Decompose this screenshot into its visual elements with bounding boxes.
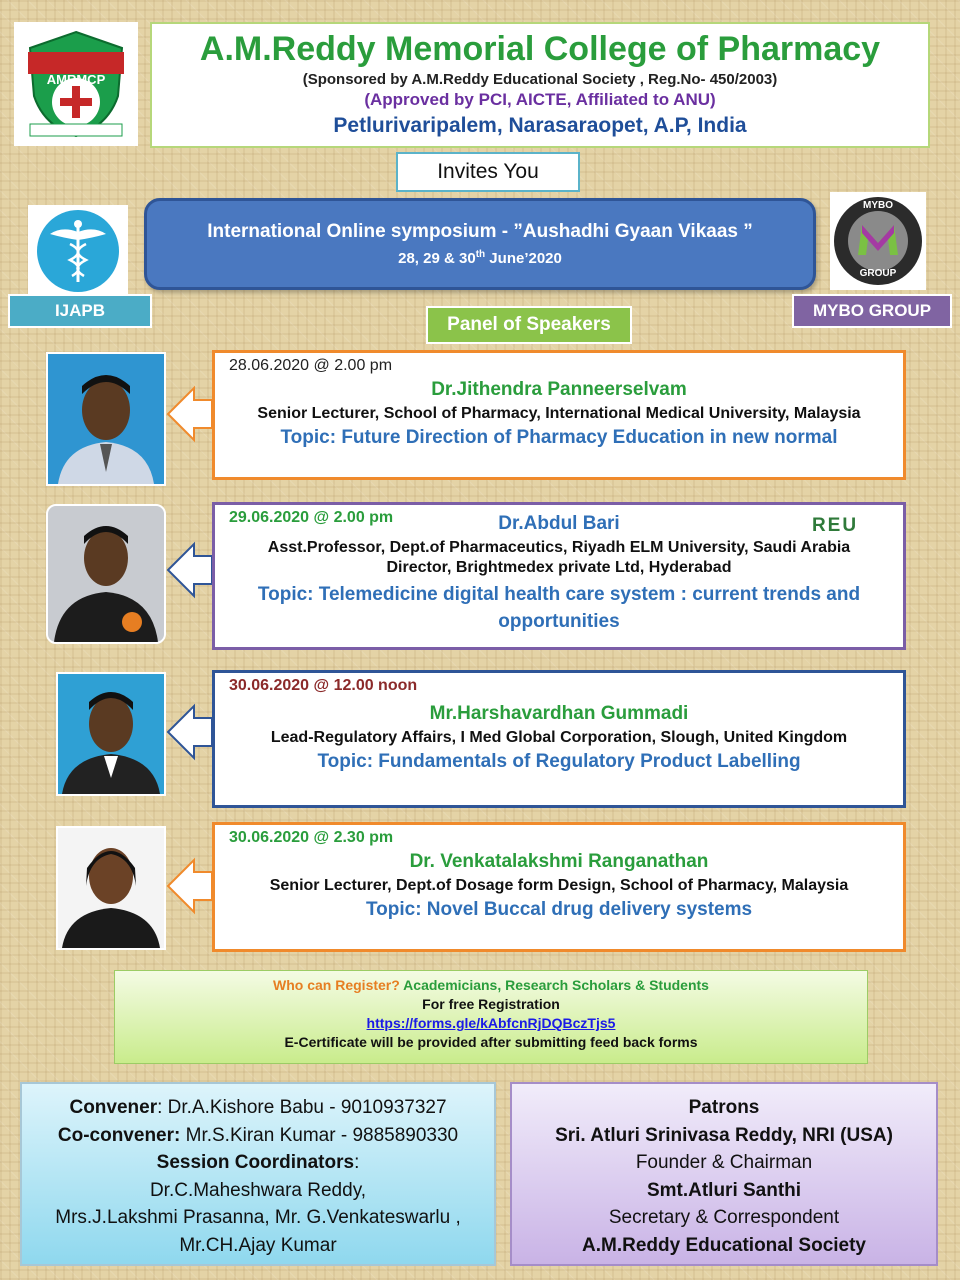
speaker-card-2: [212, 502, 906, 650]
coordinators-colon: :: [354, 1152, 360, 1173]
registration-box: [114, 970, 868, 1064]
speaker-date: 28.06.2020 @ 2.00 pm: [229, 357, 393, 374]
convener-value: : Dr.A.Kishore Babu - 9010937327: [157, 1097, 447, 1118]
coordinator-3: Mr.CH.Ajay Kumar: [179, 1234, 337, 1256]
patron-1-name: Sri. Atluri Srinivasa Reddy, NRI (USA): [555, 1124, 893, 1146]
registration-free: For free Registration: [422, 996, 560, 1012]
dates-suffix: June’2020: [485, 250, 562, 267]
person-icon: [48, 506, 164, 642]
speaker-date: 29.06.2020 @ 2.00 pm: [229, 509, 394, 526]
speaker-card-3: [212, 670, 906, 808]
sponsor-line: (Sponsored by A.M.Reddy Educational Society , Reg.No- 450/2003): [302, 71, 778, 88]
speaker-affiliation: Senior Lecturer, Dept.of Dosage form Design, School of Pharmacy, Malaysia: [269, 877, 849, 894]
patron-org: A.M.Reddy Educational Society: [582, 1234, 866, 1256]
speaker-topic: Topic: Telemedicine digital health care system : current trends and opportunities: [257, 584, 861, 632]
speaker-name: Dr.Jithendra Panneerselvam: [431, 379, 687, 400]
speaker-topic: Topic: Future Direction of Pharmacy Education in new normal: [280, 427, 838, 448]
speaker-date: 30.06.2020 @ 12.00 noon: [229, 677, 418, 694]
university-logo: [791, 515, 879, 539]
ijapb-tag: IJAPB: [8, 294, 152, 328]
patron-1-role: Founder & Chairman: [635, 1152, 813, 1173]
mybo-tag: MYBO GROUP: [792, 294, 952, 328]
person-icon: [58, 828, 164, 948]
college-logo-text: AMRMCP: [46, 72, 106, 87]
patron-2-name: Smt.Atluri Santhi: [646, 1179, 802, 1201]
speaker-topic: Topic: Fundamentals of Regulatory Product Labelling: [317, 751, 801, 772]
speaker-card-4: [212, 822, 906, 952]
arrow-left-icon: [166, 856, 214, 916]
coordinator-2: Mrs.J.Lakshmi Prasanna, Mr. G.Venkateswarlu ,: [55, 1207, 461, 1228]
approval-line: (Approved by PCI, AICTE, Affiliated to ANU): [364, 90, 716, 109]
coordinators-line: [22, 1149, 494, 1177]
coconvener-value: Mr.S.Kiran Kumar - 9885890330: [180, 1124, 459, 1146]
arrow-left-icon: [166, 702, 214, 762]
coordinator-1: Dr.C.Maheshwara Reddy,: [149, 1179, 367, 1201]
speaker-date: 30.06.2020 @ 2.30 pm: [229, 829, 394, 846]
speaker-name: Dr.Abdul Bari: [498, 513, 620, 534]
speaker-photo-2: [46, 504, 166, 644]
college-title-box: [150, 22, 930, 148]
registration-who: [115, 977, 867, 993]
person-icon: [58, 674, 164, 794]
panel-heading: Panel of Speakers: [426, 306, 632, 344]
dates-prefix: 28, 29 & 30: [398, 250, 476, 267]
symposium-dates: [147, 249, 813, 267]
speaker-affiliation-2: Director, Brightmedex private Ltd, Hyderabad: [386, 559, 732, 576]
patron-2-role: Secretary & Correspondent: [608, 1207, 840, 1228]
registration-audience: Academicians, Research Scholars & Students: [399, 977, 709, 993]
registration-question: Who can Register?: [273, 977, 400, 993]
mybo-logo-bottom-text: GROUP: [859, 268, 897, 279]
mybo-logo: [830, 192, 926, 290]
symposium-title: International Online symposium - ”Aushadhi Gyaan Vikaas ”: [207, 221, 753, 242]
coconvener-label: Co-convener:: [57, 1124, 181, 1146]
coconvener-line: [22, 1122, 494, 1150]
speaker-photo-3: [56, 672, 166, 796]
patrons-box: [510, 1082, 938, 1266]
caduceus-icon: [32, 208, 124, 294]
speaker-photo-1: [46, 352, 166, 486]
convener-label: Convener: [69, 1097, 158, 1118]
speaker-affiliation: Lead-Regulatory Affairs, I Med Global Corporation, Slough, United Kingdom: [270, 729, 848, 746]
invites-label: Invites You: [396, 152, 580, 192]
speaker-affiliation: Asst.Professor, Dept.of Pharmaceutics, Riyadh ELM University, Saudi Arabia: [267, 539, 851, 556]
coordinators-label: Session Coordinators: [156, 1152, 355, 1173]
speaker-name: Dr. Venkatalakshmi Ranganathan: [409, 851, 709, 872]
speaker-card-1: [212, 350, 906, 480]
patrons-heading: Patrons: [688, 1097, 760, 1118]
registration-link[interactable]: https://forms.gle/kAbfcnRjDQBczTjs5: [366, 1015, 616, 1031]
arrow-left-icon: [166, 384, 214, 444]
speaker-topic: Topic: Novel Buccal drug delivery systems: [365, 899, 753, 920]
mybo-logo-top-text: MYBO: [863, 200, 893, 211]
speaker-name: Mr.Harshavardhan Gummadi: [429, 703, 689, 724]
speaker-affiliation: Senior Lecturer, School of Pharmacy, International Medical University, Malaysia: [257, 405, 861, 422]
arrow-left-icon: [166, 540, 214, 600]
registration-note: E-Certificate will be provided after submitting feed back forms: [284, 1034, 698, 1050]
dates-sup: th: [475, 249, 486, 260]
university-logo-text: REU: [811, 515, 859, 536]
college-logo: [14, 22, 138, 146]
speaker-photo-4: [56, 826, 166, 950]
convener-line: [22, 1094, 494, 1122]
college-name: A.M.Reddy Memorial College of Pharmacy: [199, 30, 881, 68]
ijapb-logo: [28, 205, 128, 297]
symposium-banner: [144, 198, 816, 290]
person-icon: [48, 354, 164, 484]
location-line: Petlurivaripalem, Narasaraopet, A.P, India: [333, 114, 747, 137]
contacts-box: [20, 1082, 496, 1266]
